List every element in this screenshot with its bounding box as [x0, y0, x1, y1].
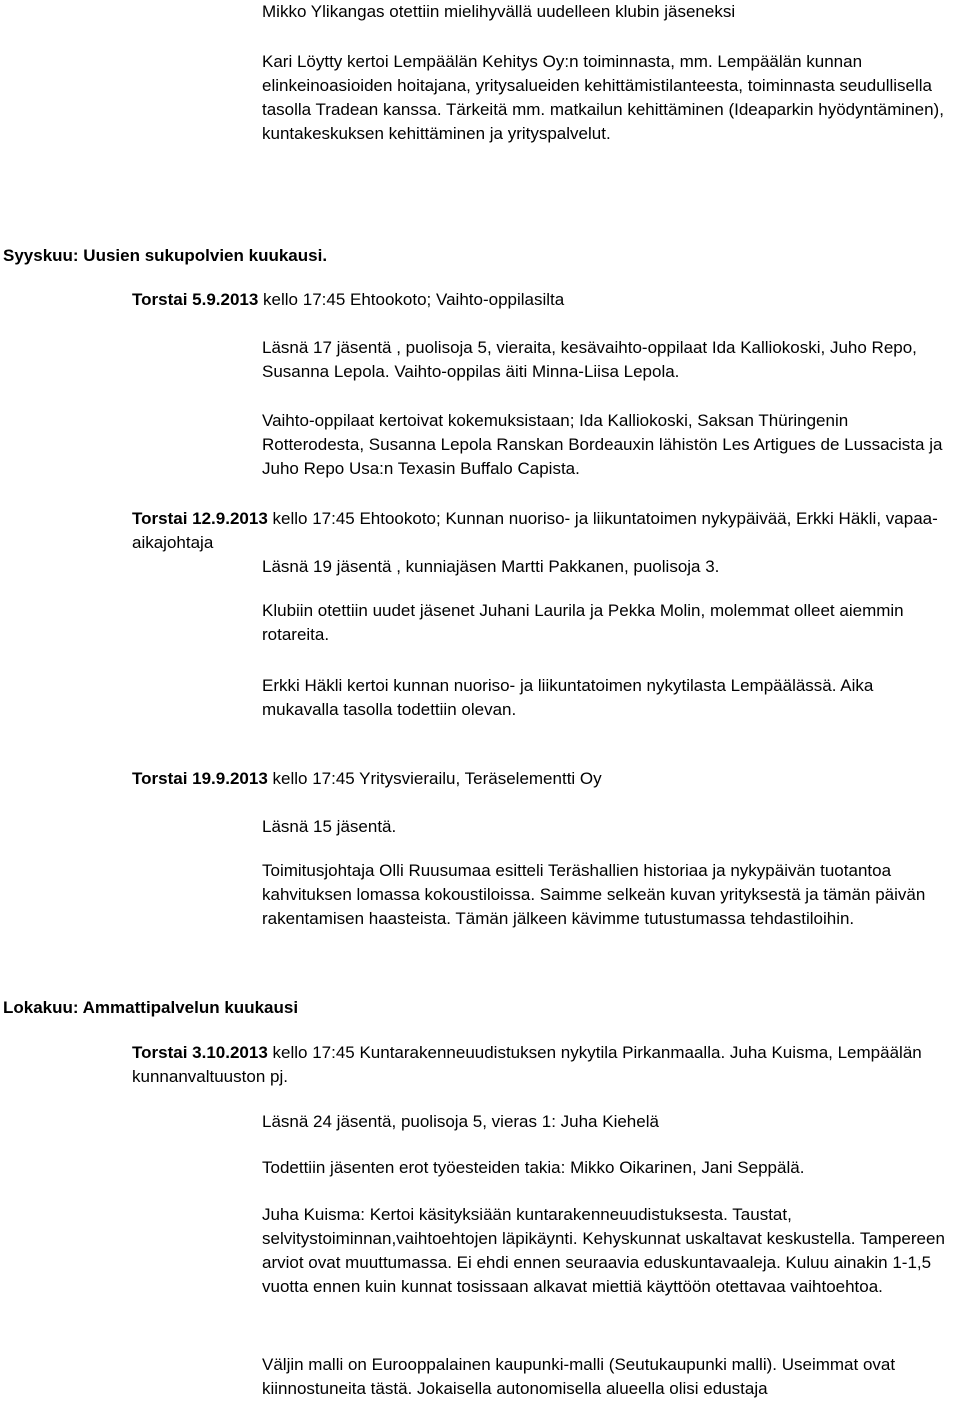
meeting-heading-19-9 — [132, 767, 957, 791]
paragraph-attendance-19-9: Läsnä 15 jäsentä. — [262, 817, 397, 836]
paragraph-company-visit: Toimitusjohtaja Olli Ruusumaa esitteli Teräshallien historiaa ja nykypäivän tuotantoa kahvituksen lomassa kokoustiloissa. Saimme selkeän kuvan yrityksestä ja tämän päivän rakentamisen haasteista. Tämän jälkeen kävimme tutustumassa tehdastiloihin. — [262, 861, 926, 928]
meeting-date: Torstai 5.9.2013 — [132, 290, 259, 309]
meeting-heading-12-9 — [132, 507, 957, 555]
meeting-date: Torstai 19.9.2013 — [132, 769, 268, 788]
section-heading-syyskuu: Syyskuu: Uusien sukupolvien kuukausi. — [3, 246, 328, 265]
paragraph-kuisma-talk: Juha Kuisma: Kertoi käsityksiään kuntarakenneuudistuksesta. Taustat, selvitystoiminnan,vaihtoehtojen läpikäynti. Kehyskunnat uskaltavat keskustella. Tampereen arviot ovat muuttumassa. Ei ehdi ennen seuraavia eduskuntavaaleja. Kuluu ainakin 1-1,5 vuotta ennen kuin kunnat tosissaan alkavat miettiä käyttöön otettavaa vaihtoehtoa. — [262, 1205, 945, 1296]
paragraph-attendance-5-9: Läsnä 17 jäsentä , puolisoja 5, vieraita, kesävaihto-oppilaat Ida Kalliokoski, Juho Repo, Susanna Lepola. Vaihto-oppilas äiti Minna-Liisa Lepola. — [262, 338, 917, 381]
meeting-heading-5-9 — [132, 288, 957, 312]
section-heading-lokakuu: Lokakuu: Ammattipalvelun kuukausi — [3, 998, 299, 1017]
paragraph-attendance-3-10: Läsnä 24 jäsentä, puolisoja 5, vieras 1: Juha Kiehelä — [262, 1112, 659, 1131]
meeting-date: Torstai 12.9.2013 — [132, 509, 268, 528]
paragraph-attendance-12-9: Läsnä 19 jäsentä , kunniajäsen Martti Pakkanen, puolisoja 3. — [262, 557, 720, 576]
meeting-heading-3-10 — [132, 1041, 957, 1089]
meeting-topic: kello 17:45 Ehtookoto; Kunnan nuoriso- ja liikuntatoimen nykypäivää, Erkki Häkli, vapaa-aikajohtaja — [132, 509, 938, 552]
meeting-topic: kello 17:45 Ehtookoto; Vaihto-oppilasilta — [258, 290, 565, 309]
paragraph-resignations: Todettiin jäsenten erot työesteiden takia: Mikko Oikarinen, Jani Seppälä. — [262, 1158, 805, 1177]
paragraph-youth-sports: Erkki Häkli kertoi kunnan nuoriso- ja liikuntatoimen nykytilasta Lempäälässä. Aika mukavalla tasolla todettiin olevan. — [262, 676, 874, 719]
meeting-date: Torstai 3.10.2013 — [132, 1043, 268, 1062]
meeting-topic: kello 17:45 Yritysvierailu, Teräselementti Oy — [267, 769, 602, 788]
meeting-topic: kello 17:45 Kuntarakenneuudistuksen nykytila Pirkanmaalla. Juha Kuisma, Lempäälän kunnanvaltuuston pj. — [132, 1043, 922, 1086]
paragraph-valji-model: Väljin malli on Eurooppalainen kaupunki-malli (Seutukaupunki malli). Useimmat ovat kiinnostuneita tästä. Jokaisella autonomisella alueella olisi edustaja — [262, 1355, 896, 1398]
paragraph-lempaalan-kehitys: Kari Löytty kertoi Lempäälän Kehitys Oy:n toiminnasta, mm. Lempäälän kunnan elinkeinoasioiden hoitajana, yritysalueiden kehittämistilanteesta, toiminnasta seudullisella tasolla Tradean kanssa. Tärkeitä mm. matkailun kehittäminen (Ideaparkin hyödyntäminen), kuntakeskuksen kehittäminen ja yrityspalvelut. — [262, 52, 944, 143]
paragraph-new-member: Mikko Ylikangas otettiin mielihyvällä uudelleen klubin jäseneksi — [262, 2, 736, 21]
paragraph-exchange-students: Vaihto-oppilaat kertoivat kokemuksistaan; Ida Kalliokoski, Saksan Thüringenin Rotterodesta, Susanna Lepola Ranskan Bordeauxin lähistön Les Artigues de Lussacista ja Juho Repo Usa:n Texasin Buffalo Capista. — [262, 411, 943, 478]
paragraph-new-members: Klubiin otettiin uudet jäsenet Juhani Laurila ja Pekka Molin, molemmat olleet aiemmin rotareita. — [262, 601, 904, 644]
